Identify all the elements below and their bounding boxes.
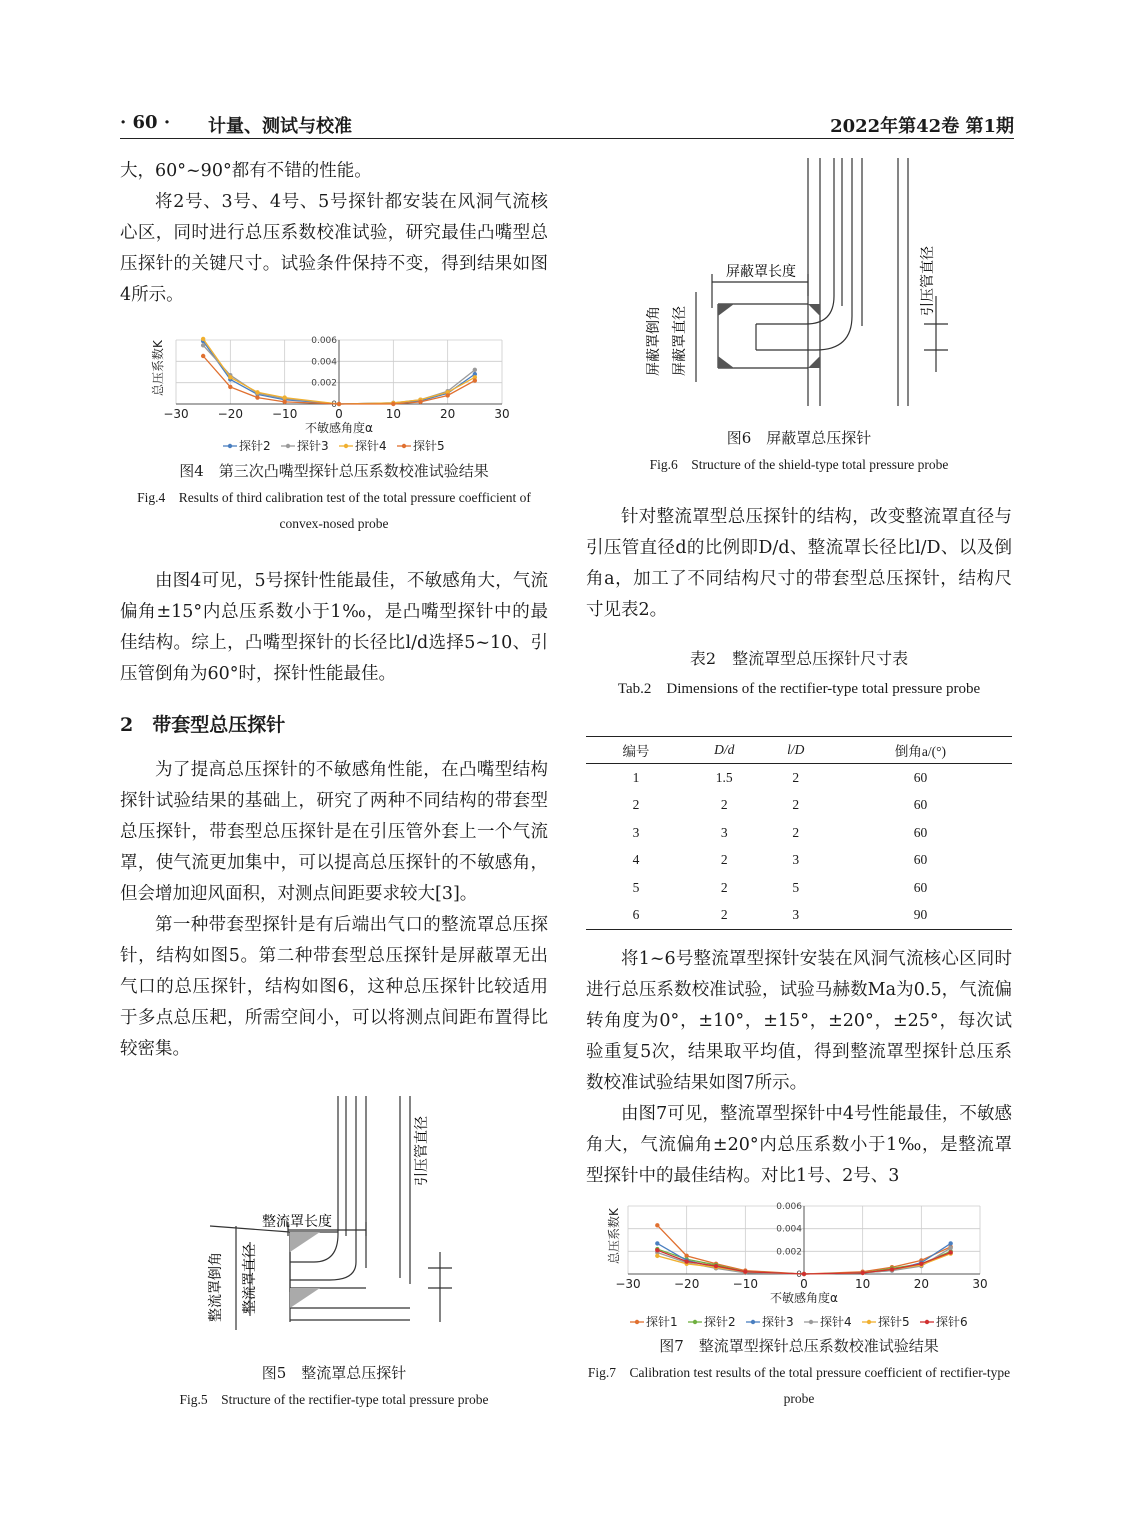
x-tick-label: 20 bbox=[913, 1277, 929, 1291]
table-header: D/d bbox=[686, 737, 763, 764]
table-cell: 3 bbox=[720, 824, 728, 840]
table-cell: 60 bbox=[913, 852, 928, 868]
legend-marker bbox=[751, 1320, 755, 1324]
data-point bbox=[282, 395, 286, 399]
y-tick-label: 0.004 bbox=[311, 357, 337, 368]
fig5-caption-cn: 图5 整流罩总压探针 bbox=[261, 1364, 407, 1382]
fig7-caption-cn: 图7 整流罩型探针总压系数校准试验结果 bbox=[659, 1337, 939, 1355]
right-column-bottom bbox=[586, 944, 1012, 1192]
page-number: · 60 · bbox=[120, 112, 171, 133]
data-point bbox=[714, 1264, 718, 1268]
data-point bbox=[948, 1250, 952, 1254]
table-cell: 90 bbox=[829, 902, 1012, 930]
data-point bbox=[948, 1241, 952, 1245]
legend-label: 探针4 bbox=[355, 439, 387, 453]
paragraph: 为了提高总压探针的不敏感角性能，在凸嘴型结构探针试验结果的基础上，研究了两种不同结构的带套型总压探针，带套型总压探针是在引压管外套上一个气流罩，使气流更加集中，可以提高总压探针的不敏感角，但会增加迎风面积，对测点间距要求较大[3]。 bbox=[120, 760, 548, 904]
x-tick-label: 0 bbox=[335, 407, 343, 421]
table-cell: 4 bbox=[632, 852, 640, 868]
legend-marker bbox=[344, 444, 348, 448]
data-point bbox=[282, 400, 286, 404]
x-tick-label: −30 bbox=[163, 407, 189, 421]
x-tick-label: 0 bbox=[800, 1277, 808, 1291]
left-column-top bbox=[120, 156, 548, 311]
legend-label: 探针2 bbox=[239, 439, 271, 453]
legend-marker bbox=[693, 1320, 697, 1324]
data-point bbox=[255, 390, 259, 394]
data-point bbox=[473, 378, 477, 382]
x-axis-label: 不敏感角度α bbox=[770, 1291, 838, 1305]
x-tick-label: 10 bbox=[855, 1277, 871, 1291]
data-point bbox=[743, 1270, 747, 1274]
legend-label: 探针2 bbox=[704, 1315, 736, 1329]
fig5-diagram bbox=[190, 1092, 490, 1354]
fig6-label-chamfer: 屏蔽罩倒角 bbox=[646, 306, 662, 376]
fig4-caption-cn: 图4 第三次凸嘴型探针总压系数校准试验结果 bbox=[179, 462, 489, 480]
table-cell: 1.5 bbox=[715, 769, 733, 785]
paragraph: 将1~6号整流罩型探针安装在风洞气流核心区同时进行总压系数校准试验，试验马赫数Ma为0.5，气流偏转角度为0°，±10°，±15°，±20°，±25°，每次试验重复5次，结果取平均值，得到整流罩型探针总压系数校准试验结果如图7所示。 bbox=[586, 949, 1012, 1093]
fig5-label-length: 整流罩长度 bbox=[262, 1214, 332, 1230]
table-cell: 2 bbox=[720, 797, 728, 813]
paragraph: 由图7可见，整流罩型探针中4号性能最佳，不敏感角大，气流偏角±20°内总压系数小于1‰，是整流罩型探针中的最佳结构。对比1号、2号、3 bbox=[586, 1104, 1012, 1186]
y-tick-label: 0 bbox=[796, 1270, 802, 1280]
legend-marker bbox=[402, 444, 406, 448]
data-point bbox=[802, 1272, 806, 1276]
data-point bbox=[445, 393, 449, 397]
x-axis-label: 不敏感角度α bbox=[305, 421, 373, 435]
table2-caption-en: Tab.2 Dimensions of the rectifier-type total pressure probe bbox=[617, 681, 981, 697]
table-row bbox=[586, 764, 1012, 792]
y-tick-label: 0.006 bbox=[776, 1202, 802, 1212]
data-point bbox=[860, 1271, 864, 1275]
data-point bbox=[228, 375, 232, 379]
data-point bbox=[201, 343, 205, 347]
table-cell: 2 bbox=[720, 879, 728, 895]
fig6-label-dia: 屏蔽罩直径 bbox=[672, 306, 688, 376]
table-cell: 5 bbox=[792, 879, 800, 895]
fig6-caption-cn: 图6 屏蔽罩总压探针 bbox=[726, 429, 872, 447]
legend-label: 探针4 bbox=[820, 1315, 852, 1329]
x-tick-label: 20 bbox=[440, 407, 456, 421]
data-point bbox=[684, 1259, 688, 1263]
fig6-caption-en: Fig.6 Structure of the shield-type total pressure probe bbox=[649, 457, 949, 472]
legend-marker bbox=[635, 1320, 639, 1324]
legend-marker bbox=[809, 1320, 813, 1324]
paragraph: 针对整流罩型总压探针的结构，改变整流罩直径与引压管直径d的比例即D/d、整流罩长径比l/D、以及倒角a，加工了不同结构尺寸的带套型总压探针，结构尺寸见表2。 bbox=[586, 507, 1012, 620]
table-cell: 60 bbox=[913, 797, 928, 813]
data-point bbox=[655, 1254, 659, 1258]
fig4-caption-en: Fig.4 Results of third calibration test of the total pressure coefficient of convex-nosed probe bbox=[137, 490, 531, 531]
x-tick-label: −30 bbox=[615, 1277, 641, 1291]
fig6-diagram bbox=[636, 156, 966, 418]
paragraph: 大，60°~90°都有不错的性能。 bbox=[120, 161, 372, 181]
table-row bbox=[586, 792, 1012, 820]
data-point bbox=[473, 368, 477, 372]
legend-label: 探针3 bbox=[762, 1315, 794, 1329]
x-tick-label: 10 bbox=[385, 407, 401, 421]
table-header: l/D bbox=[763, 737, 829, 764]
y-axis-label: 总压系数K bbox=[151, 340, 165, 396]
y-tick-label: 0.002 bbox=[311, 378, 337, 389]
table-cell: 2 bbox=[632, 797, 640, 813]
x-tick-label: −10 bbox=[272, 407, 298, 421]
legend-marker bbox=[925, 1320, 929, 1324]
fig6-label-tube: 引压管直径 bbox=[920, 246, 936, 316]
left-column-mid bbox=[120, 566, 548, 1065]
paragraph: 将2号、3号、4号、5号探针都安装在风洞气流核心区，同时进行总压系数校准试验，研究最佳凸嘴型总压探针的关键尺寸。试验条件保持不变，得到结果如图4所示。 bbox=[120, 192, 548, 305]
data-point bbox=[201, 337, 205, 341]
table-cell: 2 bbox=[792, 824, 800, 840]
data-point bbox=[255, 395, 259, 399]
table-cell: 2 bbox=[720, 852, 728, 868]
table-header: 倒角a/(°) bbox=[829, 737, 1012, 764]
legend-marker bbox=[867, 1320, 871, 1324]
data-point bbox=[228, 385, 232, 389]
legend-label: 探针3 bbox=[297, 439, 329, 453]
table-row bbox=[586, 819, 1012, 847]
fig7-caption-en: Fig.7 Calibration test results of the total pressure coefficient of rectifier-type probe bbox=[587, 1365, 1011, 1406]
running-header bbox=[120, 112, 1014, 139]
table-cell: 3 bbox=[763, 902, 829, 930]
data-point bbox=[890, 1267, 894, 1271]
fig5-label-dia: 整流罩直径 bbox=[242, 1244, 258, 1314]
section-heading: 2 带套型总压探针 bbox=[120, 714, 286, 736]
y-tick-label: 0.006 bbox=[311, 336, 337, 346]
table-row bbox=[586, 847, 1012, 875]
table-cell: 1 bbox=[632, 769, 640, 785]
table-cell: 3 bbox=[632, 824, 640, 840]
x-tick-label: 30 bbox=[972, 1277, 988, 1291]
paragraph: 第一种带套型探针是有后端出气口的整流罩总压探针，结构如图5。第二种带套型总压探针是屏蔽罩无出气口的总压探针，结构如图6，这种总压探针比较适用于多点总压耙，所需空间小，可以将测点间距布置得比较密集。 bbox=[120, 915, 548, 1059]
legend-marker bbox=[228, 444, 232, 448]
table2-caption-cn: 表2 整流罩型总压探针尺寸表 bbox=[689, 649, 909, 668]
data-point bbox=[201, 354, 205, 358]
fig5-label-tube: 引压管直径 bbox=[414, 1116, 430, 1186]
paragraph: 由图4可见，5号探针性能最佳，不敏感角大，气流偏角±15°内总压系数小于1‰，是凸嘴型探针中的最佳结构。综上，凸嘴型探针的长径比l/d选择5~10、引压管倒角为60°时，探针性能最佳。 bbox=[120, 571, 548, 684]
legend-label: 探针5 bbox=[413, 439, 445, 453]
data-point bbox=[655, 1223, 659, 1227]
data-point bbox=[391, 402, 395, 406]
legend-label: 探针1 bbox=[646, 1315, 678, 1329]
y-tick-label: 0 bbox=[331, 400, 337, 410]
fig6-label-length: 屏蔽罩长度 bbox=[726, 264, 796, 280]
data-point bbox=[337, 402, 341, 406]
data-point bbox=[418, 400, 422, 404]
x-tick-label: −10 bbox=[732, 1277, 758, 1291]
x-tick-label: −20 bbox=[674, 1277, 700, 1291]
legend-label: 探针6 bbox=[936, 1315, 968, 1329]
fig7-chart bbox=[606, 1196, 1006, 1334]
data-point bbox=[948, 1246, 952, 1250]
table-cell: 2 bbox=[792, 769, 800, 785]
issue-info: 2022年第42卷 第1期 bbox=[830, 116, 1014, 137]
table-cell: 60 bbox=[913, 824, 928, 840]
table-cell: 5 bbox=[632, 879, 640, 895]
x-tick-label: −20 bbox=[217, 407, 243, 421]
table-cell: 2 bbox=[686, 902, 763, 930]
y-tick-label: 0.002 bbox=[776, 1247, 802, 1258]
data-point bbox=[655, 1248, 659, 1252]
fig4-chart bbox=[150, 330, 550, 458]
legend-marker bbox=[286, 444, 290, 448]
right-column-top bbox=[586, 502, 1012, 626]
table-row bbox=[586, 874, 1012, 902]
table-cell: 6 bbox=[586, 902, 686, 930]
fig5-label-chamfer: 整流罩倒角 bbox=[208, 1252, 224, 1322]
table-cell: 3 bbox=[792, 852, 800, 868]
y-tick-label: 0.004 bbox=[776, 1224, 802, 1235]
journal-title: 计量、测试与校准 bbox=[208, 116, 352, 137]
x-tick-label: 30 bbox=[494, 407, 510, 421]
table-cell: 60 bbox=[913, 769, 928, 785]
data-point bbox=[655, 1241, 659, 1245]
table-header: 编号 bbox=[586, 737, 686, 764]
table2 bbox=[586, 736, 1012, 930]
legend-label: 探针5 bbox=[878, 1315, 910, 1329]
table-row bbox=[586, 902, 1012, 930]
table-cell: 60 bbox=[913, 879, 928, 895]
fig5-caption-en: Fig.5 Structure of the rectifier-type total pressure probe bbox=[179, 1392, 489, 1407]
table-cell: 2 bbox=[792, 797, 800, 813]
y-axis-label: 总压系数K bbox=[607, 1208, 621, 1264]
data-point bbox=[919, 1262, 923, 1266]
